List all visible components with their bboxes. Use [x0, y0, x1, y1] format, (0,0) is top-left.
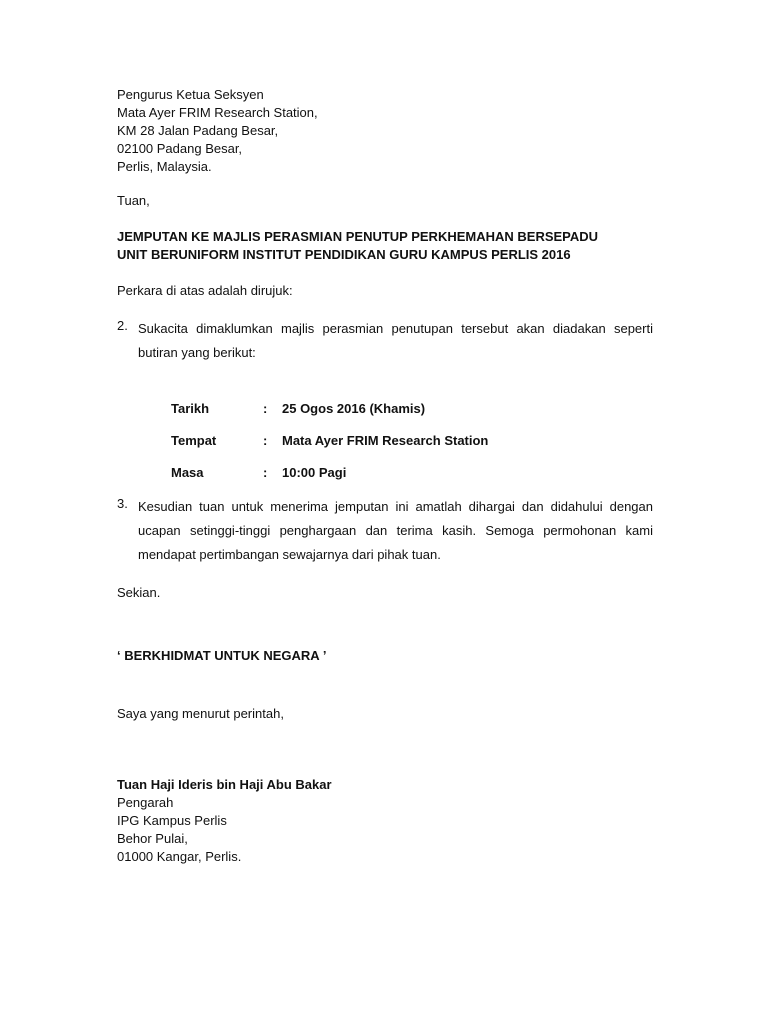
paragraph-number: 3.: [117, 496, 128, 511]
detail-row-date: [171, 400, 488, 418]
recipient-line: Mata Ayer FRIM Research Station,: [117, 105, 318, 120]
paragraph-3: [117, 495, 653, 567]
recipient-line: Perlis, Malaysia.: [117, 159, 212, 174]
motto: ‘ BERKHIDMAT UNTUK NEGARA ’: [117, 648, 327, 663]
recipient-line: KM 28 Jalan Padang Besar,: [117, 123, 279, 138]
sender-line: IPG Kampus Perlis: [117, 813, 227, 828]
recipient-address: [117, 86, 653, 176]
subject-heading: [117, 228, 653, 264]
paragraph-text: Kesudian tuan untuk menerima jemputan ini amatlah dihargai dan didahului dengan ucapan setinggi-tinggi penghargaan dan terima kasih. Semoga permohonan kami mendapat pertimbangan sewajarnya dari pihak tuan.: [138, 499, 653, 562]
paragraph-2: [117, 317, 653, 365]
sender-line: Pengarah: [117, 795, 174, 810]
subject-line-2: UNIT BERUNIFORM INSTITUT PENDIDIKAN GURU KAMPUS PERLIS 2016: [117, 247, 571, 262]
detail-value: 10:00 Pagi: [282, 465, 347, 480]
detail-label: Tarikh: [171, 401, 210, 416]
closing: Sekian.: [117, 585, 161, 600]
paragraph-number: 2.: [117, 318, 128, 333]
recipient-line: Pengurus Ketua Seksyen: [117, 87, 264, 102]
detail-row-venue: [171, 432, 488, 450]
detail-row-time: [171, 464, 488, 482]
subject-line-1: JEMPUTAN KE MAJLIS PERASMIAN PENUTUP PERKHEMAHAN BERSEPADU: [117, 229, 599, 244]
recipient-line: 02100 Padang Besar,: [117, 141, 243, 156]
detail-colon: :: [263, 433, 268, 448]
detail-value: 25 Ogos 2016 (Khamis): [282, 401, 426, 416]
reference-line: Perkara di atas adalah dirujuk:: [117, 283, 293, 298]
detail-label: Tempat: [171, 433, 217, 448]
detail-colon: :: [263, 465, 268, 480]
sender-name: Tuan Haji Ideris bin Haji Abu Bakar: [117, 777, 332, 792]
sender-line: Behor Pulai,: [117, 831, 188, 846]
detail-value: Mata Ayer FRIM Research Station: [282, 433, 489, 448]
signoff: Saya yang menurut perintah,: [117, 706, 284, 721]
detail-label: Masa: [171, 465, 204, 480]
paragraph-text: Sukacita dimaklumkan majlis perasmian penutupan tersebut akan diadakan seperti butiran yang berikut:: [138, 321, 653, 360]
sender-line: 01000 Kangar, Perlis.: [117, 849, 242, 864]
sender-block: [117, 776, 653, 866]
event-details: [171, 400, 488, 496]
salutation: Tuan,: [117, 193, 150, 208]
detail-colon: :: [263, 401, 268, 416]
